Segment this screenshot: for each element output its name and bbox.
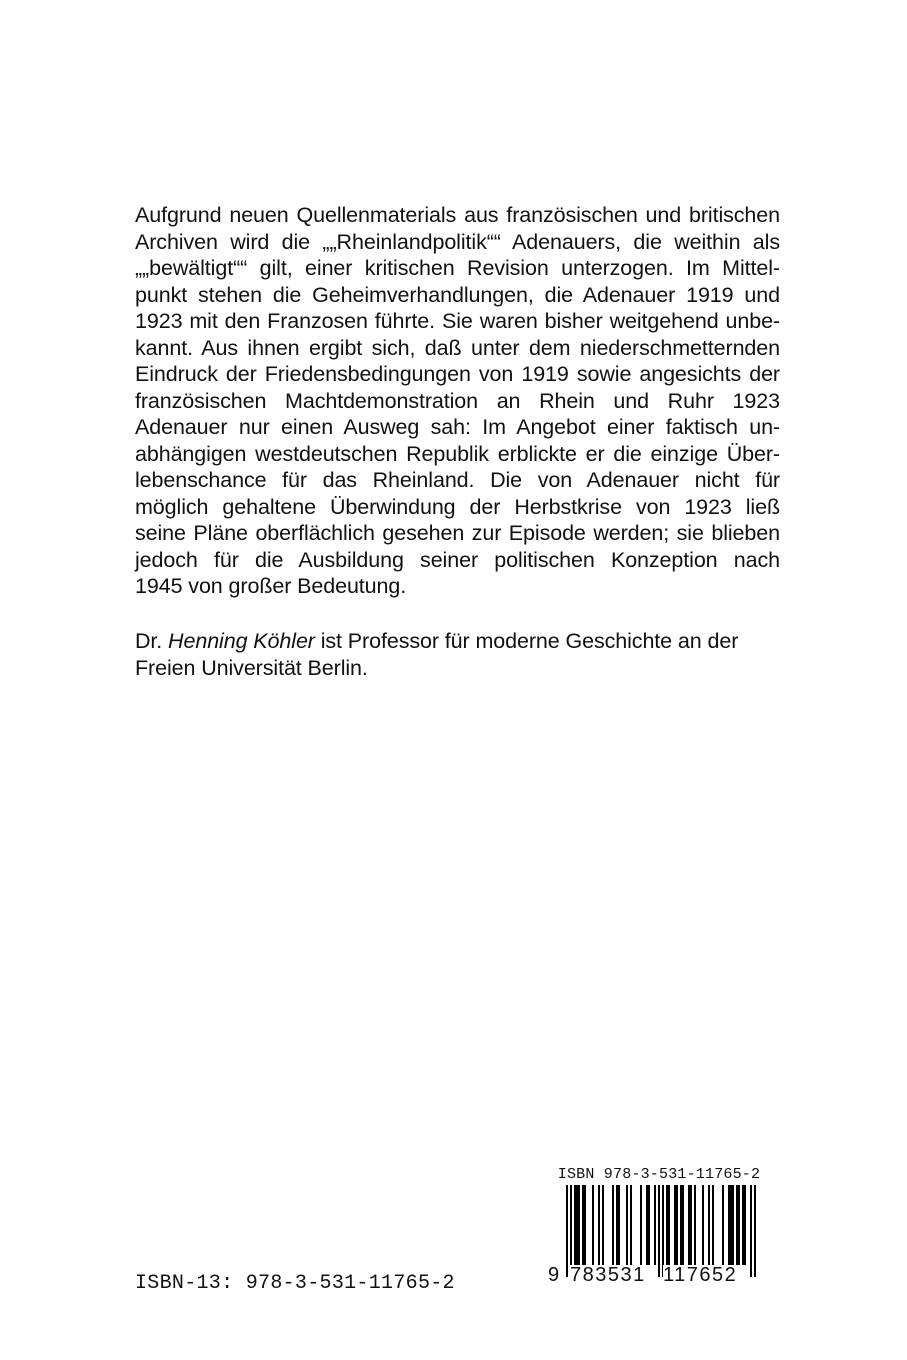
author-bio-line xyxy=(135,628,780,655)
author-title: ist Professor für moderne Geschichte an der xyxy=(314,629,739,653)
barcode-bar xyxy=(584,1185,586,1265)
author-bio-line: Freien Universität Berlin. xyxy=(135,655,368,680)
barcode-bar xyxy=(582,1185,584,1265)
barcode-bar xyxy=(688,1185,690,1265)
barcode-bar xyxy=(578,1185,580,1265)
barcode-bar xyxy=(574,1185,576,1265)
barcode-bar xyxy=(602,1185,604,1265)
isbn13-label: ISBN-13: 978-3-531-11765-2 xyxy=(135,1272,455,1295)
barcode-bar xyxy=(666,1185,668,1265)
barcode-left-digits: 783531 xyxy=(570,1264,646,1286)
barcode-first-digit: 9 xyxy=(548,1264,560,1286)
author-bio xyxy=(135,628,780,681)
barcode-guard-bar xyxy=(754,1185,756,1277)
barcode-bar xyxy=(612,1185,614,1265)
barcode-bar xyxy=(640,1185,642,1265)
barcode-bar xyxy=(722,1185,724,1265)
barcode-bar xyxy=(676,1185,678,1265)
barcode-bar xyxy=(648,1185,650,1265)
author-name: Henning Köhler xyxy=(168,629,315,653)
barcode-bar xyxy=(646,1185,648,1265)
barcode-bar xyxy=(732,1185,734,1265)
barcode-bar xyxy=(744,1185,746,1265)
blurb-line: seine Pläne oberflächlich gesehen zur Episode werden; sie blieben xyxy=(135,521,780,545)
barcode-bar xyxy=(702,1185,704,1265)
barcode-bar xyxy=(598,1185,600,1265)
blurb-line: Adenauer nur einen Ausweg sah: Im Angebot einer faktisch un- xyxy=(135,415,780,439)
barcode-guard-bar xyxy=(658,1185,660,1277)
barcode-bar xyxy=(626,1185,628,1265)
barcode-bar xyxy=(728,1185,730,1265)
blurb-line: jedoch für die Ausbildung seiner politischen Konzeption nach xyxy=(135,547,780,572)
barcode-block xyxy=(548,1166,770,1288)
barcode-bar xyxy=(712,1185,714,1265)
blurb-line: abhängigen westdeutschen Republik erblickte er die einzige Über- xyxy=(135,441,780,466)
blurb-line: 1923 mit den Franzosen führte. Sie waren bisher weitgehend unbe- xyxy=(135,309,780,333)
blurb-line: Eindruck der Friedensbedingungen von 1919 sowie angesichts der xyxy=(135,362,780,386)
barcode-bar xyxy=(682,1185,684,1265)
barcode-isbn-text: ISBN 978-3-531-11765-2 xyxy=(557,1166,761,1183)
barcode-bar xyxy=(730,1185,732,1265)
barcode-bar xyxy=(618,1185,620,1265)
barcode-bar xyxy=(708,1185,710,1265)
barcode-bar xyxy=(742,1185,744,1265)
blurb-text xyxy=(135,202,780,600)
barcode-bar xyxy=(680,1185,682,1265)
blurb-line: Archiven wird die „„Rheinlandpolitik““ Adenauers, die weithin als xyxy=(135,229,780,254)
barcode-bar xyxy=(694,1185,696,1265)
blurb-line: lebenschance für das Rheinland. Die von Adenauer nicht für xyxy=(135,468,780,492)
barcode-bar xyxy=(736,1185,738,1265)
barcode-bar xyxy=(654,1185,656,1265)
blurb-line: Aufgrund neuen Quellenmaterials aus französischen und britischen xyxy=(135,203,780,227)
barcode-right-digits: 117652 xyxy=(663,1264,738,1286)
barcode-bar xyxy=(668,1185,670,1265)
barcode-guard-bar xyxy=(750,1185,752,1277)
blurb-line: französischen Machtdemonstration an Rhein und Ruhr 1923 xyxy=(135,388,780,413)
blurb-line: möglich gehaltene Überwindung der Herbstkrise von 1923 ließ xyxy=(135,494,780,519)
barcode-bar xyxy=(592,1185,594,1265)
barcode-guard-bar xyxy=(566,1185,568,1277)
blurb-line: „„bewältigt““ gilt, einer kritischen Revision unterzogen. Im Mittel- xyxy=(135,256,780,280)
barcode-bar xyxy=(738,1185,740,1265)
barcode-bar xyxy=(690,1185,692,1265)
barcode-bar xyxy=(616,1185,618,1265)
barcode-bar xyxy=(674,1185,676,1265)
blurb-line: 1945 von großer Bedeutung. xyxy=(135,574,407,598)
barcode-bar xyxy=(630,1185,632,1265)
blurb-line: kannt. Aus ihnen ergibt sich, daß unter dem niederschmetternden xyxy=(135,335,780,360)
author-prefix: Dr. xyxy=(135,629,169,653)
blurb-line: punkt stehen die Geheimverhandlungen, die Adenauer 1919 und xyxy=(135,282,780,307)
barcode-bar xyxy=(576,1185,578,1265)
